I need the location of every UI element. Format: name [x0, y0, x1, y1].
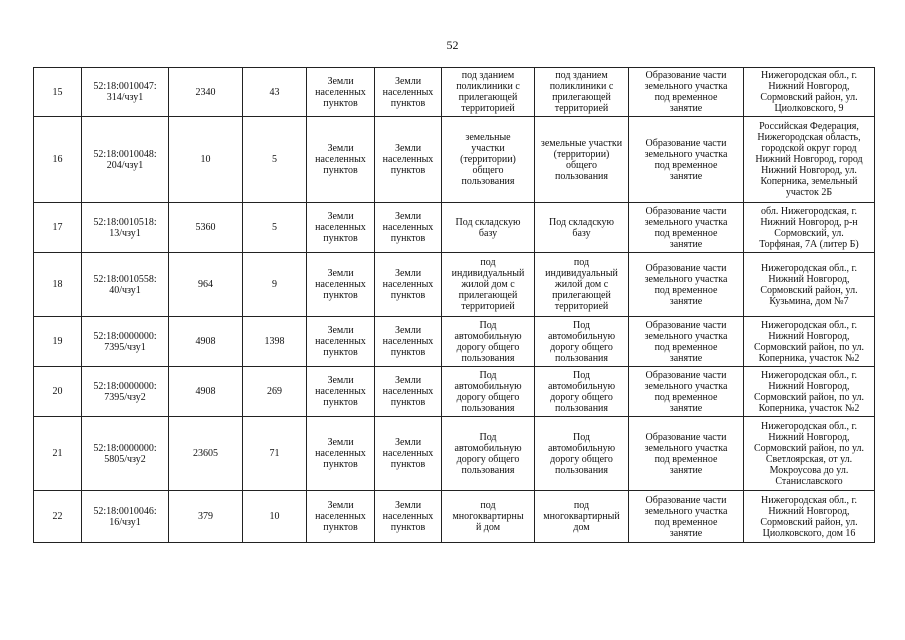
part-area-cell: 43	[243, 68, 307, 117]
land-category-new-cell: Земли населенных пунктов	[375, 253, 442, 317]
part-area-cell: 9	[243, 253, 307, 317]
land-category-new-cell: Земли населенных пунктов	[375, 417, 442, 491]
row-number-cell: 17	[34, 203, 82, 253]
permitted-use-cell: под индивидуальный жилой дом с прилегающей территорией	[442, 253, 535, 317]
purpose-cell: Образование части земельного участка под временное занятие	[629, 68, 744, 117]
table-row	[34, 253, 875, 317]
purpose-cell: Образование части земельного участка под временное занятие	[629, 317, 744, 367]
land-category-cell: Земли населенных пунктов	[307, 317, 375, 367]
table-row	[34, 417, 875, 491]
plot-area-cell: 379	[169, 491, 243, 543]
permitted-use-new-cell: под многоквартирный дом	[535, 491, 629, 543]
plot-area-cell: 2340	[169, 68, 243, 117]
permitted-use-new-cell: Под автомобильную дорогу общего пользования	[535, 317, 629, 367]
purpose-cell: Образование части земельного участка под временное занятие	[629, 367, 744, 417]
purpose-cell: Образование части земельного участка под временное занятие	[629, 491, 744, 543]
row-number-cell: 16	[34, 117, 82, 203]
purpose-cell: Образование части земельного участка под временное занятие	[629, 203, 744, 253]
permitted-use-cell: под многоквартирны й дом	[442, 491, 535, 543]
permitted-use-cell: Под автомобильную дорогу общего пользования	[442, 317, 535, 367]
part-area-cell: 10	[243, 491, 307, 543]
land-category-new-cell: Земли населенных пунктов	[375, 491, 442, 543]
land-category-cell: Земли населенных пунктов	[307, 367, 375, 417]
permitted-use-cell: под зданием поликлиники с прилегающей территорией	[442, 68, 535, 117]
land-category-new-cell: Земли населенных пунктов	[375, 68, 442, 117]
land-category-cell: Земли населенных пунктов	[307, 491, 375, 543]
land-category-cell: Земли населенных пунктов	[307, 68, 375, 117]
land-category-cell: Земли населенных пунктов	[307, 117, 375, 203]
land-category-new-cell: Земли населенных пунктов	[375, 367, 442, 417]
cadastral-number-cell: 52:18:0010047: 314/чзу1	[82, 68, 169, 117]
part-area-cell: 1398	[243, 317, 307, 367]
permitted-use-new-cell: земельные участки (территории) общего пользования	[535, 117, 629, 203]
purpose-cell: Образование части земельного участка под временное занятие	[629, 253, 744, 317]
part-area-cell: 5	[243, 203, 307, 253]
address-cell: Нижегородская обл., г. Нижний Новгород, Сормовский район, по ул. Светлоярская, от ул. Мокроусова до ул. Станиславского	[744, 417, 875, 491]
permitted-use-new-cell: Под автомобильную дорогу общего пользования	[535, 417, 629, 491]
plot-area-cell: 23605	[169, 417, 243, 491]
cadastral-number-cell: 52:18:0010558: 40/чзу1	[82, 253, 169, 317]
plot-area-cell: 964	[169, 253, 243, 317]
table-row	[34, 367, 875, 417]
address-cell: Нижегородская обл., г. Нижний Новгород, Сормовский район, ул. Циолковского, 9	[744, 68, 875, 117]
land-category-new-cell: Земли населенных пунктов	[375, 117, 442, 203]
table-row	[34, 117, 875, 203]
plot-area-cell: 5360	[169, 203, 243, 253]
part-area-cell: 5	[243, 117, 307, 203]
row-number-cell: 15	[34, 68, 82, 117]
land-category-cell: Земли населенных пунктов	[307, 417, 375, 491]
table-row	[34, 68, 875, 117]
permitted-use-new-cell: под зданием поликлиники с прилегающей территорией	[535, 68, 629, 117]
permitted-use-cell: Под автомобильную дорогу общего пользования	[442, 367, 535, 417]
address-cell: Нижегородская обл., г. Нижний Новгород, Сормовский район, ул. Циолковского, дом 16	[744, 491, 875, 543]
cadastral-number-cell: 52:18:0000000: 7395/чзу1	[82, 317, 169, 367]
permitted-use-new-cell: под индивидуальный жилой дом с прилегающей территорией	[535, 253, 629, 317]
permitted-use-cell: земельные участки (территории) общего пользования	[442, 117, 535, 203]
cadastral-number-cell: 52:18:0010048: 204/чзу1	[82, 117, 169, 203]
row-number-cell: 22	[34, 491, 82, 543]
address-cell: Нижегородская обл., г. Нижний Новгород, Сормовский район, по ул. Коперника, участок №2	[744, 317, 875, 367]
land-category-new-cell: Земли населенных пунктов	[375, 203, 442, 253]
address-cell: Нижегородская обл., г. Нижний Новгород, Сормовский район, ул. Кузьмина, дом №7	[744, 253, 875, 317]
land-category-cell: Земли населенных пунктов	[307, 253, 375, 317]
purpose-cell: Образование части земельного участка под временное занятие	[629, 417, 744, 491]
land-plots-table	[33, 67, 875, 543]
permitted-use-new-cell: Под автомобильную дорогу общего пользования	[535, 367, 629, 417]
cadastral-number-cell: 52:18:0010518: 13/чзу1	[82, 203, 169, 253]
table-body	[34, 68, 875, 543]
plot-area-cell: 10	[169, 117, 243, 203]
page-number: 52	[446, 38, 459, 52]
table-row	[34, 317, 875, 367]
land-category-cell: Земли населенных пунктов	[307, 203, 375, 253]
address-cell: Нижегородская обл., г. Нижний Новгород, Сормовский район, по ул. Коперника, участок №2	[744, 367, 875, 417]
land-category-new-cell: Земли населенных пунктов	[375, 317, 442, 367]
purpose-cell: Образование части земельного участка под временное занятие	[629, 117, 744, 203]
cadastral-number-cell: 52:18:0000000: 5805/чзу2	[82, 417, 169, 491]
cadastral-number-cell: 52:18:0010046: 16/чзу1	[82, 491, 169, 543]
address-cell: обл. Нижегородская, г. Нижний Новгород, р-н Сормовский, ул. Торфяная, 7А (литер Б)	[744, 203, 875, 253]
plot-area-cell: 4908	[169, 367, 243, 417]
permitted-use-cell: Под складскую базу	[442, 203, 535, 253]
table-row	[34, 491, 875, 543]
address-cell: Российская Федерация, Нижегородская область, городской округ город Нижний Новгород, город Нижний Новгород, ул. Коперника, земельный участок 2Б	[744, 117, 875, 203]
cadastral-number-cell: 52:18:0000000: 7395/чзу2	[82, 367, 169, 417]
row-number-cell: 19	[34, 317, 82, 367]
part-area-cell: 71	[243, 417, 307, 491]
table-row	[34, 203, 875, 253]
permitted-use-new-cell: Под складскую базу	[535, 203, 629, 253]
row-number-cell: 20	[34, 367, 82, 417]
plot-area-cell: 4908	[169, 317, 243, 367]
permitted-use-cell: Под автомобильную дорогу общего пользования	[442, 417, 535, 491]
part-area-cell: 269	[243, 367, 307, 417]
row-number-cell: 21	[34, 417, 82, 491]
row-number-cell: 18	[34, 253, 82, 317]
